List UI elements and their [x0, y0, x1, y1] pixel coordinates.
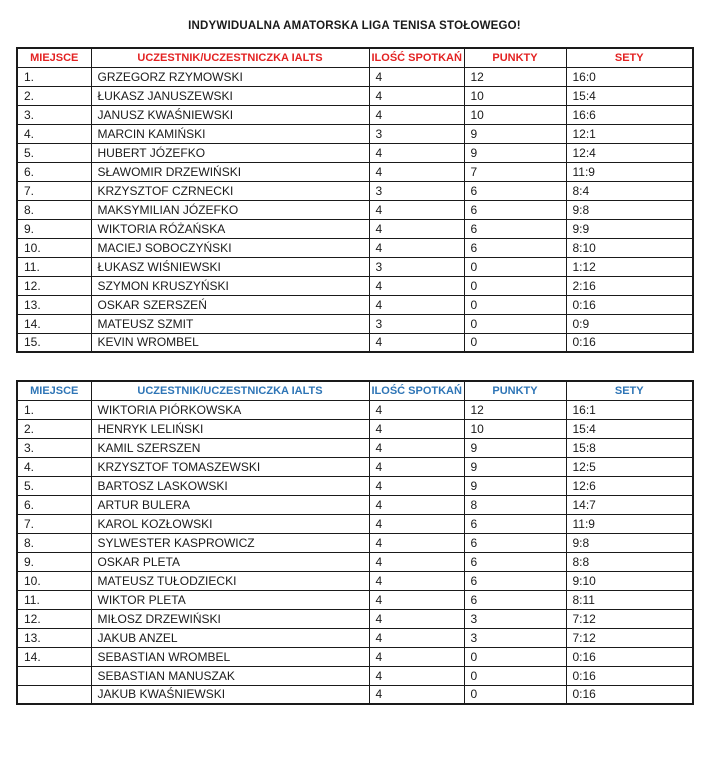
cell-miejsce: 8. — [17, 533, 91, 552]
cell-miejsce: 5. — [17, 143, 91, 162]
column-header: MIEJSCE — [17, 48, 91, 67]
table-row — [17, 590, 693, 609]
cell-participant: ŁUKASZ WIŚNIEWSKI — [91, 257, 369, 276]
cell-matches: 4 — [369, 514, 464, 533]
cell-sets: 0:9 — [566, 314, 693, 333]
column-header: ILOŚĆ SPOTKAŃ — [369, 48, 464, 67]
table-row — [17, 219, 693, 238]
header-row — [17, 381, 693, 400]
table-row — [17, 333, 693, 352]
cell-sets: 8:11 — [566, 590, 693, 609]
cell-miejsce — [17, 685, 91, 704]
cell-participant: SEBASTIAN MANUSZAK — [91, 666, 369, 685]
cell-miejsce: 9. — [17, 219, 91, 238]
cell-miejsce: 6. — [17, 162, 91, 181]
cell-matches: 4 — [369, 333, 464, 352]
cell-miejsce: 12. — [17, 609, 91, 628]
cell-matches: 4 — [369, 143, 464, 162]
cell-matches: 4 — [369, 647, 464, 666]
cell-sets: 2:16 — [566, 276, 693, 295]
table-row — [17, 628, 693, 647]
table-row — [17, 162, 693, 181]
cell-participant: JANUSZ KWAŚNIEWSKI — [91, 105, 369, 124]
cell-miejsce: 5. — [17, 476, 91, 495]
cell-participant: MATEUSZ TUŁODZIECKI — [91, 571, 369, 590]
cell-sets: 16:1 — [566, 400, 693, 419]
header-row — [17, 48, 693, 67]
cell-participant: WIKTORIA PIÓRKOWSKA — [91, 400, 369, 419]
cell-points: 12 — [464, 67, 566, 86]
table-row — [17, 400, 693, 419]
table-row — [17, 514, 693, 533]
column-header: SETY — [566, 48, 693, 67]
cell-miejsce: 11. — [17, 257, 91, 276]
cell-matches: 4 — [369, 162, 464, 181]
cell-miejsce: 1. — [17, 67, 91, 86]
cell-participant: KRZYSZTOF TOMASZEWSKI — [91, 457, 369, 476]
cell-participant: KAMIL SZERSZEN — [91, 438, 369, 457]
table-row — [17, 67, 693, 86]
cell-sets: 0:16 — [566, 295, 693, 314]
cell-points: 6 — [464, 533, 566, 552]
cell-matches: 4 — [369, 105, 464, 124]
cell-points: 0 — [464, 647, 566, 666]
cell-participant: SYLWESTER KASPROWICZ — [91, 533, 369, 552]
cell-participant: MAKSYMILIAN JÓZEFKO — [91, 200, 369, 219]
cell-miejsce: 15. — [17, 333, 91, 352]
cell-miejsce — [17, 666, 91, 685]
cell-participant: OSKAR PLETA — [91, 552, 369, 571]
table-row — [17, 238, 693, 257]
cell-sets: 14:7 — [566, 495, 693, 514]
table-row — [17, 476, 693, 495]
cell-participant: KEVIN WROMBEL — [91, 333, 369, 352]
cell-matches: 4 — [369, 571, 464, 590]
cell-sets: 16:6 — [566, 105, 693, 124]
cell-sets: 16:0 — [566, 67, 693, 86]
cell-participant: SŁAWOMIR DRZEWIŃSKI — [91, 162, 369, 181]
cell-miejsce: 13. — [17, 295, 91, 314]
cell-participant: ŁUKASZ JANUSZEWSKI — [91, 86, 369, 105]
cell-points: 0 — [464, 314, 566, 333]
cell-sets: 7:12 — [566, 609, 693, 628]
cell-matches: 4 — [369, 438, 464, 457]
cell-points: 6 — [464, 590, 566, 609]
cell-sets: 12:1 — [566, 124, 693, 143]
table-row — [17, 419, 693, 438]
cell-matches: 4 — [369, 666, 464, 685]
cell-sets: 7:12 — [566, 628, 693, 647]
league-table-red — [16, 47, 694, 353]
cell-matches: 3 — [369, 181, 464, 200]
cell-participant: BARTOSZ LASKOWSKI — [91, 476, 369, 495]
cell-sets: 12:5 — [566, 457, 693, 476]
cell-points: 9 — [464, 457, 566, 476]
cell-points: 9 — [464, 476, 566, 495]
cell-points: 6 — [464, 181, 566, 200]
cell-miejsce: 12. — [17, 276, 91, 295]
cell-miejsce: 7. — [17, 181, 91, 200]
cell-miejsce: 14. — [17, 647, 91, 666]
cell-points: 10 — [464, 419, 566, 438]
table-row — [17, 105, 693, 124]
cell-matches: 4 — [369, 200, 464, 219]
cell-participant: MARCIN KAMIŃSKI — [91, 124, 369, 143]
cell-participant: WIKTORIA RÓŻAŃSKA — [91, 219, 369, 238]
cell-participant: GRZEGORZ RZYMOWSKI — [91, 67, 369, 86]
cell-points: 0 — [464, 685, 566, 704]
cell-sets: 8:8 — [566, 552, 693, 571]
cell-points: 0 — [464, 276, 566, 295]
cell-matches: 4 — [369, 276, 464, 295]
cell-points: 12 — [464, 400, 566, 419]
cell-points: 9 — [464, 438, 566, 457]
cell-matches: 4 — [369, 495, 464, 514]
cell-points: 6 — [464, 219, 566, 238]
table-row — [17, 457, 693, 476]
cell-sets: 0:16 — [566, 666, 693, 685]
cell-points: 0 — [464, 333, 566, 352]
cell-points: 6 — [464, 514, 566, 533]
cell-points: 0 — [464, 257, 566, 276]
table-row — [17, 571, 693, 590]
cell-participant: MATEUSZ SZMIT — [91, 314, 369, 333]
cell-participant: HENRYK LELIŃSKI — [91, 419, 369, 438]
cell-matches: 4 — [369, 628, 464, 647]
cell-matches: 3 — [369, 257, 464, 276]
cell-miejsce: 9. — [17, 552, 91, 571]
table-row — [17, 257, 693, 276]
column-header: MIEJSCE — [17, 381, 91, 400]
cell-matches: 4 — [369, 457, 464, 476]
table-row — [17, 181, 693, 200]
cell-miejsce: 4. — [17, 457, 91, 476]
cell-points: 8 — [464, 495, 566, 514]
column-header: SETY — [566, 381, 693, 400]
table-row — [17, 295, 693, 314]
cell-points: 3 — [464, 609, 566, 628]
cell-sets: 12:4 — [566, 143, 693, 162]
cell-participant: JAKUB ANZEL — [91, 628, 369, 647]
cell-sets: 15:8 — [566, 438, 693, 457]
column-header: UCZESTNIK/UCZESTNICZKA IALTS — [91, 48, 369, 67]
cell-matches: 4 — [369, 400, 464, 419]
cell-participant: OSKAR SZERSZEŃ — [91, 295, 369, 314]
cell-matches: 4 — [369, 295, 464, 314]
column-header: PUNKTY — [464, 48, 566, 67]
cell-matches: 4 — [369, 609, 464, 628]
cell-sets: 8:4 — [566, 181, 693, 200]
column-header: ILOŚĆ SPOTKAŃ — [369, 381, 464, 400]
league-table-blue — [16, 380, 694, 705]
table-row — [17, 124, 693, 143]
cell-points: 0 — [464, 666, 566, 685]
cell-matches: 3 — [369, 124, 464, 143]
cell-miejsce: 10. — [17, 238, 91, 257]
cell-sets: 9:8 — [566, 200, 693, 219]
cell-participant: ARTUR BULERA — [91, 495, 369, 514]
cell-miejsce: 2. — [17, 419, 91, 438]
table-row — [17, 143, 693, 162]
table-row — [17, 438, 693, 457]
cell-sets: 8:10 — [566, 238, 693, 257]
cell-participant: MIŁOSZ DRZEWIŃSKI — [91, 609, 369, 628]
cell-miejsce: 4. — [17, 124, 91, 143]
table-row — [17, 200, 693, 219]
cell-participant: KAROL KOZŁOWSKI — [91, 514, 369, 533]
cell-points: 3 — [464, 628, 566, 647]
cell-participant: MACIEJ SOBOCZYŃSKI — [91, 238, 369, 257]
cell-participant: SZYMON KRUSZYŃSKI — [91, 276, 369, 295]
cell-points: 10 — [464, 105, 566, 124]
cell-points: 6 — [464, 571, 566, 590]
cell-matches: 4 — [369, 590, 464, 609]
cell-matches: 4 — [369, 419, 464, 438]
cell-sets: 9:10 — [566, 571, 693, 590]
cell-miejsce: 3. — [17, 105, 91, 124]
cell-points: 10 — [464, 86, 566, 105]
cell-points: 6 — [464, 200, 566, 219]
table-row — [17, 647, 693, 666]
cell-matches: 4 — [369, 67, 464, 86]
cell-points: 0 — [464, 295, 566, 314]
cell-miejsce: 2. — [17, 86, 91, 105]
cell-matches: 4 — [369, 238, 464, 257]
table-row — [17, 609, 693, 628]
cell-sets: 11:9 — [566, 162, 693, 181]
cell-miejsce: 7. — [17, 514, 91, 533]
cell-miejsce: 1. — [17, 400, 91, 419]
table-row — [17, 685, 693, 704]
cell-sets: 11:9 — [566, 514, 693, 533]
column-header: UCZESTNIK/UCZESTNICZKA IALTS — [91, 381, 369, 400]
table-row — [17, 533, 693, 552]
cell-matches: 4 — [369, 552, 464, 571]
cell-sets: 1:12 — [566, 257, 693, 276]
cell-miejsce: 8. — [17, 200, 91, 219]
table-row — [17, 552, 693, 571]
cell-matches: 4 — [369, 219, 464, 238]
cell-participant: WIKTOR PLETA — [91, 590, 369, 609]
cell-matches: 4 — [369, 685, 464, 704]
cell-sets: 9:8 — [566, 533, 693, 552]
cell-participant: JAKUB KWAŚNIEWSKI — [91, 685, 369, 704]
cell-miejsce: 3. — [17, 438, 91, 457]
cell-matches: 4 — [369, 86, 464, 105]
cell-sets: 0:16 — [566, 333, 693, 352]
cell-miejsce: 10. — [17, 571, 91, 590]
cell-matches: 3 — [369, 314, 464, 333]
cell-points: 7 — [464, 162, 566, 181]
cell-participant: HUBERT JÓZEFKO — [91, 143, 369, 162]
cell-miejsce: 14. — [17, 314, 91, 333]
cell-miejsce: 13. — [17, 628, 91, 647]
cell-miejsce: 6. — [17, 495, 91, 514]
cell-sets: 0:16 — [566, 685, 693, 704]
cell-points: 6 — [464, 238, 566, 257]
table-row — [17, 495, 693, 514]
page-title: INDYWIDUALNA AMATORSKA LIGA TENISA STOŁOWEGO! — [188, 20, 521, 32]
cell-sets: 15:4 — [566, 86, 693, 105]
cell-sets: 15:4 — [566, 419, 693, 438]
cell-miejsce: 11. — [17, 590, 91, 609]
table-row — [17, 276, 693, 295]
cell-participant: SEBASTIAN WROMBEL — [91, 647, 369, 666]
cell-sets: 9:9 — [566, 219, 693, 238]
table-row — [17, 666, 693, 685]
cell-matches: 4 — [369, 476, 464, 495]
cell-points: 6 — [464, 552, 566, 571]
cell-points: 9 — [464, 124, 566, 143]
column-header: PUNKTY — [464, 381, 566, 400]
cell-participant: KRZYSZTOF CZRNECKI — [91, 181, 369, 200]
cell-matches: 4 — [369, 533, 464, 552]
cell-sets: 12:6 — [566, 476, 693, 495]
cell-points: 9 — [464, 143, 566, 162]
table-row — [17, 86, 693, 105]
cell-sets: 0:16 — [566, 647, 693, 666]
table-row — [17, 314, 693, 333]
